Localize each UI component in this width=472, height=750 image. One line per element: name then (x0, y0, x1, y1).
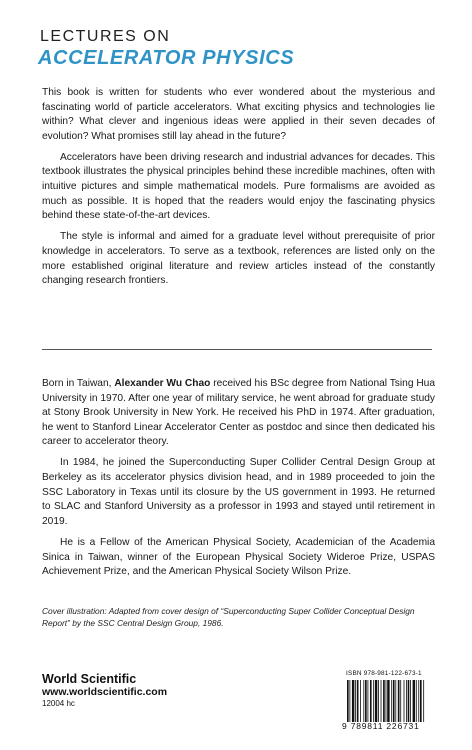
description-paragraph-1: This book is written for students who ever wondered about the mysterious and fascinating world of particle accelerators. What exciting physics and technologies lie within? What clever and ingenious ideas were applied in their seven decades of evolution? What promises still lay ahead in the future? (42, 87, 435, 142)
barcode-bar (413, 680, 415, 722)
barcode-bar (368, 680, 369, 722)
publisher-code: 12004 hc (42, 699, 75, 708)
publisher-name: World Scientific (42, 672, 137, 686)
barcode-bar (373, 680, 374, 722)
barcode-bar (370, 680, 372, 722)
barcode-bar (381, 680, 382, 722)
barcode-bar (410, 680, 411, 722)
barcode-bar (398, 680, 400, 722)
barcode-bar (357, 680, 359, 722)
isbn-label: ISBN 978-981-122-673-1 (346, 670, 422, 677)
cover-illustration-note: Cover illustration: Adapted from cover design of “Superconducting Super Collider Conceptual Design Report” by the SSC Central Design Group, 1986. (42, 606, 415, 628)
barcode-bar (404, 680, 405, 722)
barcode-bar (416, 680, 417, 722)
barcode-bar (365, 680, 367, 722)
barcode-digits: 9 789811 226731 (342, 721, 420, 731)
bio-paragraph-1 (42, 377, 435, 450)
title-line-2: ACCELERATOR PHYSICS (38, 47, 295, 69)
barcode-bar (406, 680, 407, 722)
barcode-bar (420, 680, 422, 722)
barcode-bar (363, 680, 364, 722)
barcode-bar (352, 680, 354, 722)
publisher-url: www.worldscientific.com (42, 686, 168, 698)
barcode-bar (395, 680, 396, 722)
barcode-bar (391, 680, 392, 722)
barcode-bar (386, 680, 387, 722)
barcode-bar (347, 680, 349, 722)
description-paragraph-2: Accelerators have been driving research and industrial advances for decades. This textbook illustrates the physical principles behind these incredible machines, often with intuitive pictures and simple mathematical models. Pure formalisms are avoided as much as possible. It is hoped that the readers would enjoy the fascinating physics behind these state-of-the-art devices. (42, 151, 435, 222)
barcode-bar (383, 680, 385, 722)
barcode-bar (375, 680, 377, 722)
barcode-bar (355, 680, 356, 722)
barcode-bar (378, 680, 379, 722)
section-divider (42, 349, 432, 350)
bio-paragraph-3: He is a Fellow of the American Physical Society, Academician of the Academia Sinica in Taiwan, winner of the European Physical Society Wideroe Prize, USPAS Achievement Prize, and the American Physical Society Wilson Prize. (42, 536, 435, 578)
barcode-bar (393, 680, 395, 722)
barcode-bar (400, 680, 401, 722)
bio-rest-text: received his BSc degree from National Tsing Hua University in 1970. After one year of military service, he went abroad for graduate study at Stony Brook University in New York. He received his PhD in 1974. After graduation, he went to Stanford Linear Accelerator Center as postdoc and since then dedicated his career to accelerator theory. (42, 378, 436, 448)
barcode-bar (349, 680, 350, 722)
barcode-bar (423, 680, 424, 722)
barcode-bar (408, 680, 410, 722)
title-line-1: LECTURES ON (40, 28, 171, 45)
bio-paragraph-2: In 1984, he joined the Superconducting Super Collider Central Design Group at Berkeley as its accelerator physics division head, and in 1989 proceeded to join the SSC Laboratory in Texas until its closure by the US government in 1993. He returned to SLAC and Stanford University as a professor in 1993 and stayed until retirement in 2019. (42, 457, 435, 527)
barcode-bar (387, 680, 389, 722)
publisher-block (42, 672, 167, 710)
book-description (42, 86, 435, 295)
isbn-barcode (346, 680, 450, 722)
author-name: Alexander Wu Chao (114, 378, 211, 389)
bio-intro-text: Born in Taiwan, (42, 378, 115, 389)
description-paragraph-3: The style is informal and aimed for a graduate level without prerequisite of prior knowledge in accelerators. To serve as a textbook, references are listed only on the more established original literature and review articles instead of the constantly changing research frontiers. (42, 231, 435, 287)
author-bio (42, 377, 435, 586)
barcode-bar (418, 680, 419, 722)
barcode-bar (360, 680, 361, 722)
